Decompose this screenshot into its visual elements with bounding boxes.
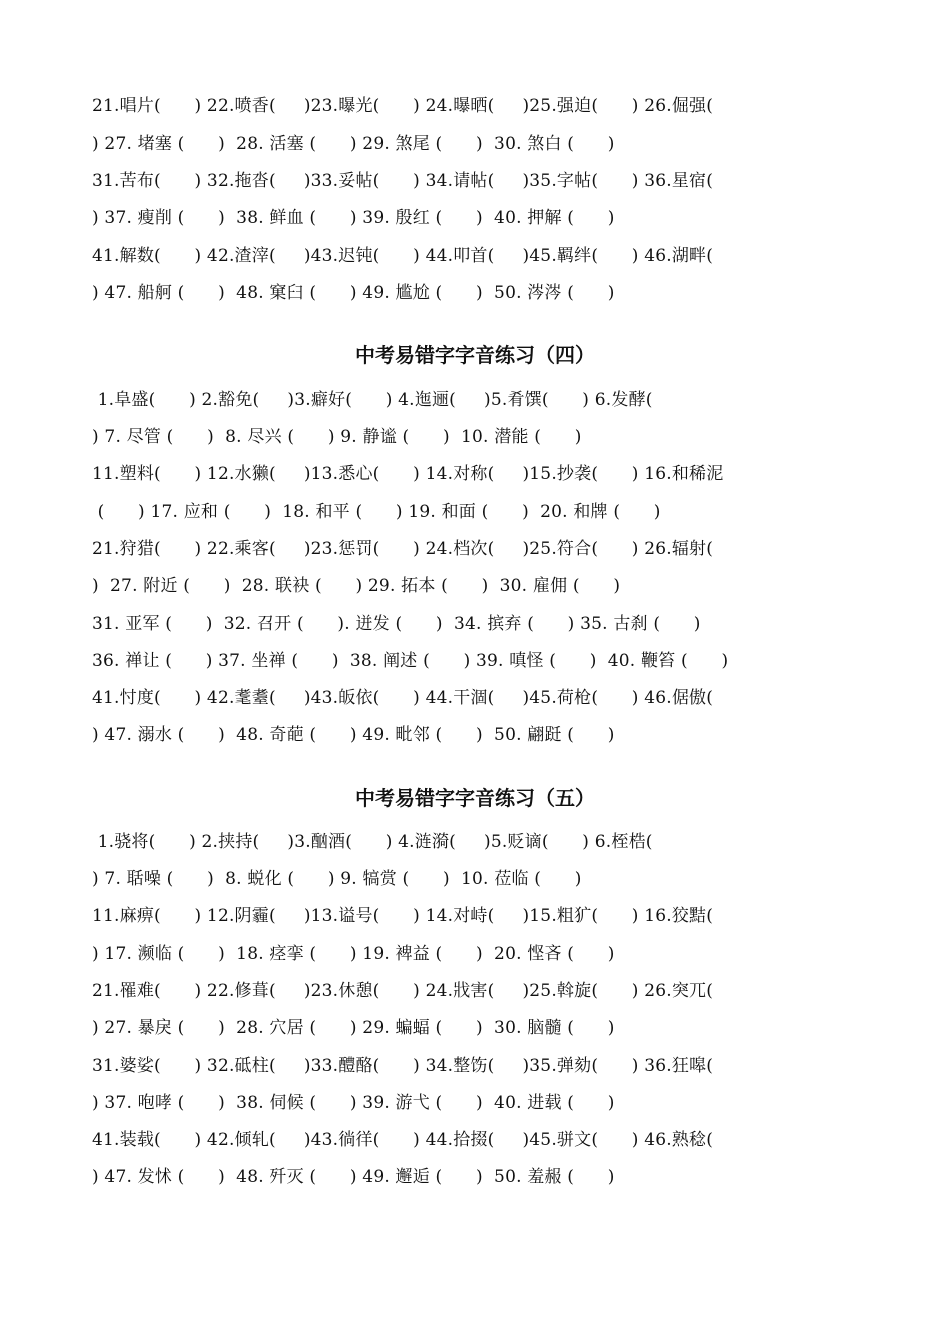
- exercise-line: ) 27. 堵塞 ( ) 28. 活塞 ( ) 29. 煞尾 ( ) 30. 煞白 ( ): [92, 134, 615, 154]
- exercise-line: ) 47. 船舸 ( ) 48. 窠臼 ( ) 49. 尴尬 ( ) 50. 涔涔 ( ): [92, 283, 615, 303]
- section-title: 中考易错字字音练习（四）: [355, 343, 595, 367]
- exercise-line: ) 37. 咆哮 ( ) 38. 伺候 ( ) 39. 游弋 ( ) 40. 进载 ( ): [92, 1093, 615, 1113]
- exercise-line: 41.忖度( ) 42.耄耋( )43.皈依( ) 44.干涸( )45.荷枪( ) 46.倨傲(: [92, 688, 714, 708]
- exercise-line: 21.罹难( ) 22.修葺( )23.休憩( ) 24.戕害( )25.斡旋( ) 26.突兀(: [92, 981, 714, 1001]
- exercise-line: ) 27. 暴戾 ( ) 28. 穴居 ( ) 29. 蝙蝠 ( ) 30. 脑髓 ( ): [92, 1018, 615, 1038]
- exercise-line: 41.解数( ) 42.渣滓( )43.迟钝( ) 44.叩首( )45.羁绊( ) 46.湖畔(: [92, 246, 714, 266]
- exercise-line: 31.苦布( ) 32.拖沓( )33.妥帖( ) 34.请帖( )35.字帖( ) 36.星宿(: [92, 171, 714, 191]
- exercise-line: 11.麻痹( ) 12.阴霾( )13.谥号( ) 14.对峙( )15.粗犷( ) 16.狡黠(: [92, 906, 714, 926]
- exercise-line: ( ) 17. 应和 ( ) 18. 和平 ( ) 19. 和面 ( ) 20. 和牌 ( ): [92, 502, 661, 522]
- exercise-line: ) 27. 附近 ( ) 28. 联袂 ( ) 29. 拓本 ( ) 30. 雇佣 ( ): [92, 576, 621, 596]
- exercise-line: ) 7. 尽管 ( ) 8. 尽兴 ( ) 9. 静谧 ( ) 10. 潜能 ( ): [92, 427, 582, 447]
- exercise-line: ) 47. 溺水 ( ) 48. 奇葩 ( ) 49. 毗邻 ( ) 50. 翩跹 ( ): [92, 725, 615, 745]
- exercise-line: ) 17. 濒临 ( ) 18. 痉挛 ( ) 19. 裨益 ( ) 20. 悭吝 ( ): [92, 944, 615, 964]
- exercise-line: 21.唱片( ) 22.喷香( )23.曝光( ) 24.曝晒( )25.强迫( ) 26.倔强(: [92, 96, 714, 116]
- exercise-line: 21.狩猎( ) 22.乘客( )23.惩罚( ) 24.档次( )25.符合( ) 26.辐射(: [92, 539, 714, 559]
- exercise-line: 41.装载( ) 42.倾轧( )43.徜徉( ) 44.拾掇( )45.骈文( ) 46.熟稔(: [92, 1130, 714, 1150]
- exercise-line: ) 37. 瘦削 ( ) 38. 鲜血 ( ) 39. 殷红 ( ) 40. 押解 ( ): [92, 208, 615, 228]
- exercise-line: 1.阜盛( ) 2.豁免( )3.癖好( ) 4.迤逦( )5.肴馔( ) 6.发酵(: [92, 390, 653, 410]
- exercise-line: 1.骁将( ) 2.挟持( )3.酗酒( ) 4.涟漪( )5.贬谪( ) 6.桎梏(: [92, 832, 653, 852]
- section-title: 中考易错字字音练习（五）: [355, 786, 595, 810]
- exercise-line: ) 47. 发怵 ( ) 48. 歼灭 ( ) 49. 邂逅 ( ) 50. 羞赧 ( ): [92, 1167, 615, 1187]
- exercise-line: 36. 禅让 ( ) 37. 坐禅 ( ) 38. 阐述 ( ) 39. 嗔怪 ( ) 40. 鞭笞 ( ): [92, 651, 729, 671]
- exercise-line: 31.婆娑( ) 32.砥柱( )33.醴酪( ) 34.整饬( )35.弹劾( ) 36.狂嗥(: [92, 1056, 714, 1076]
- exercise-line: 31. 亚军 ( ) 32. 召开 ( ). 迸发 ( ) 34. 摈弃 ( ) 35. 古刹 ( ): [92, 614, 701, 634]
- exercise-line: 11.塑料( ) 12.水獭( )13.悉心( ) 14.对称( )15.抄袭( ) 16.和稀泥: [92, 464, 724, 484]
- exercise-line: ) 7. 聒噪 ( ) 8. 蜕化 ( ) 9. 犒赏 ( ) 10. 莅临 ( ): [92, 869, 582, 889]
